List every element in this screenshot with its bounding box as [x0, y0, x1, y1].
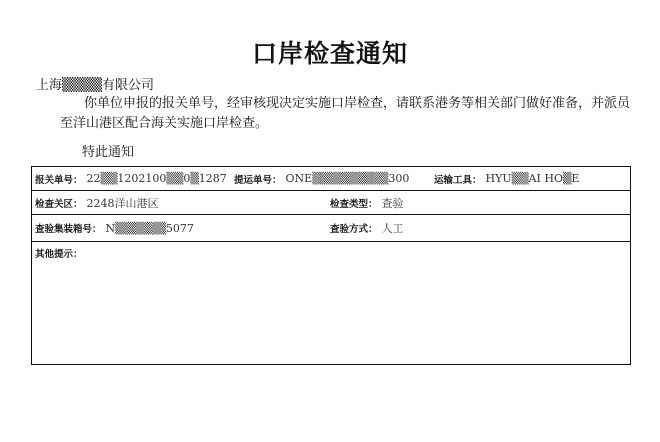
declaration-no-value: 22▒▒1202100▒▒0▒1287: [86, 172, 227, 185]
customs-area-field: [35, 191, 159, 214]
closing-text: 特此通知: [82, 145, 135, 160]
bill-no-field: [234, 167, 409, 190]
bill-no-label: 提运单号：: [234, 174, 282, 186]
inspection-type-value: 查验: [381, 196, 404, 210]
inspection-form-table: [31, 166, 631, 365]
inspection-method-label: 查验方式：: [330, 224, 378, 235]
transport-label: 运输工具：: [434, 174, 482, 186]
customs-area-value: 2248洋山港区: [86, 196, 159, 210]
remarks-label: 其他提示：: [35, 249, 83, 260]
inspection-method-field: [330, 215, 404, 241]
container-label: 查验集装箱号：: [35, 224, 102, 235]
form-row-3: [32, 215, 630, 242]
form-row-1: [32, 167, 630, 191]
notice-body-text: 你单位申报的报关单号，经审核现决定实施口岸检查，请联系港务等相关部门做好准备，并派员至洋山港区配合海关实施口岸检查。: [60, 96, 631, 131]
transport-value: HYU▒▒AI HO▒E: [485, 172, 580, 185]
declaration-no-field: [35, 167, 227, 190]
form-row-2: [32, 191, 630, 215]
customs-area-label: 检查关区：: [35, 198, 83, 210]
declaration-no-label: 报关单号：: [35, 174, 83, 186]
notice-title: 口岸检查通知: [251, 39, 408, 68]
container-field: [35, 215, 194, 241]
container-value: N▒▒▒▒▒▒5077: [105, 221, 194, 235]
transport-field: [434, 167, 579, 190]
inspection-type-field: [330, 191, 404, 214]
company-name: 上海▒▒▒▒有限公司: [36, 78, 154, 93]
bill-no-value: ONE▒▒▒▒▒▒▒▒▒300: [285, 172, 410, 185]
notice-body: [60, 94, 640, 134]
inspection-method-value: 人工: [381, 222, 404, 235]
inspection-type-label: 检查类型：: [330, 198, 378, 210]
